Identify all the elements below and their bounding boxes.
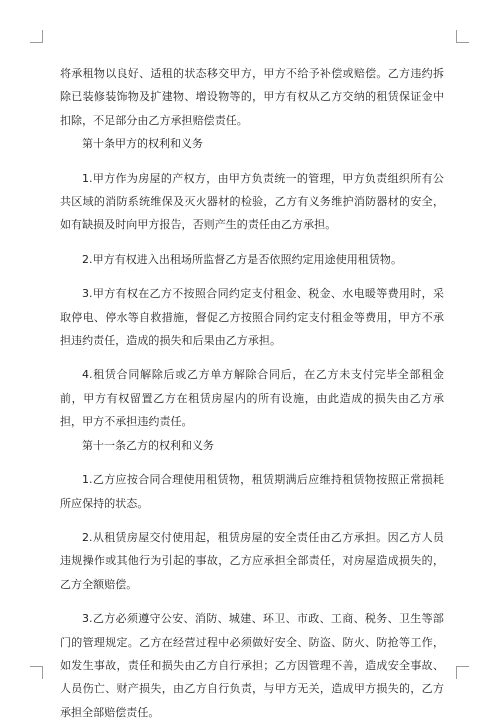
section-heading-article-11: 第十一条乙方的权利和义务 [82,438,214,452]
paragraph-10-3: 3.甲方有权在乙方不按照合同约定支付租金、税金、水电暖等费用时，采取停电、停水等自救措施，督促乙方按照合同约定支付租金等费用，甲方不承担违约责任，造成的损失和后果由乙方承担。 [60,287,444,348]
crop-mark-bottom-right [456,666,469,679]
paragraph-continued: 将承租物以良好、适租的状态移交甲方，甲方不给予补偿或赔偿。乙方违约拆除已装修装饰物及扩建物、增设物等的，甲方有权从乙方交纳的租赁保证金中扣除，不足部分由乙方承担赔偿责任。 [60,67,444,127]
paragraph-10-1: 1.甲方作为房屋的产权方，由甲方负责统一的管理，甲方负责组织所有公共区域的消防系统维保及灭火器材的检验，乙方有义务维护消防器材的安全，如有缺损及时向甲方报告，否则产生的责任由乙方承担。 [60,171,444,232]
paragraph-11-3: 3.乙方必须遵守公安、消防、城建、环卫、市政、工商、税务、卫生等部门的管理规定。乙方在经营过程中必须做好安全、防盗、防火、防抢等工作，如发生事故，责任和损失由乙方自行承担；乙方因管理不善，造成安全事故、人员伤亡、财产损失，由乙方自行负责，与甲方无关，造成甲方损失的，乙方承担全部赔偿责任。 [60,612,444,719]
paragraph-11-2: 2.从租赁房屋交付使用起，租赁房屋的安全责任由乙方承担。因乙方人员违规操作或其他行为引起的事故，乙方应承担全部责任，对房屋造成损失的，乙方全额赔偿。 [60,530,444,591]
crop-mark-top-left [30,30,43,43]
paragraph-10-4: 4.租赁合同解除后或乙方单方解除合同后，在乙方未支付完毕全部租金前，甲方有权留置乙方在租赁房屋内的所有设施，由此造成的损失由乙方承担，甲方不承担违约责任。 [60,368,444,429]
crop-mark-top-right [456,30,469,43]
section-heading-article-10: 第十条甲方的权利和义务 [82,137,203,151]
crop-mark-bottom-left [30,666,43,679]
document-body [60,62,444,724]
paragraph-10-2: 2.甲方有权进入出租场所监督乙方是否依照约定用途使用租赁物。 [82,252,402,266]
paragraph-11-1: 1.乙方应按合同合理使用租赁物，租赁期满后应维持租赁物按照正常损耗所应保持的状态。 [60,473,444,510]
